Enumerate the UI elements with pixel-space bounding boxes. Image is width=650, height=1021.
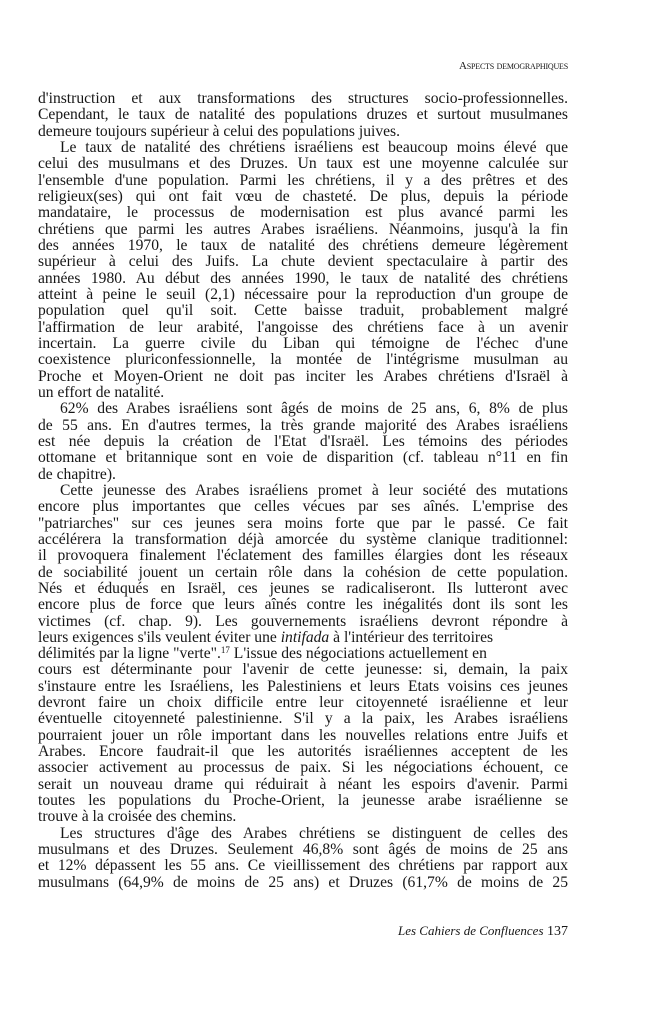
text-line: accélérera la transformation déjà amorcée du système clanique traditionnel: — [38, 530, 568, 548]
italic-term: intifada — [280, 628, 330, 646]
text-line: devront faire un choix difficile entre leur citoyenneté israélienne et leur — [38, 694, 568, 712]
body-text — [38, 91, 568, 891]
text-line: associer activement au processus de paix. Si les négociations échouent, ce — [38, 759, 568, 777]
text-segment: à l'intérieur des territoires — [329, 628, 494, 646]
text-line: Les structures d'âge des Arabes chrétiens se distinguent de celles des — [60, 824, 568, 842]
text-line: éventuelle citoyenneté palestinienne. S'il y a la paix, les Arabes israéliens — [38, 710, 568, 728]
text-segment: délimités par la ligne "verte". — [38, 645, 221, 663]
text-line: il provoquera finalement l'éclatement des familles élargies dont les réseaux — [38, 547, 568, 565]
text-segment: leurs exigences s'ils veulent éviter une — [38, 628, 281, 646]
text-line: Proche et Moyen-Orient ne doit pas inciter les Arabes chrétiens d'Israël à — [38, 367, 568, 385]
text-line: années 1980. Au début des années 1990, le taux de natalité des chrétiens — [38, 269, 568, 287]
text-line: Nés et éduqués en Israël, ces jeunes se radicaliseront. Ils lutteront avec — [38, 579, 568, 597]
text-line: musulmans (64,9% de moins de 25 ans) et Druzes (61,7% de moins de 25 — [38, 873, 568, 891]
text-line: religieux(ses) qui ont fait vœu de chasteté. De plus, depuis la période — [38, 187, 568, 205]
text-line: l'ensemble d'une population. Parmi les chrétiens, il y a des prêtres et des — [38, 171, 568, 189]
text-line: des années 1970, le taux de natalité des chrétiens demeure légèrement — [38, 236, 568, 254]
text-line: coexistence pluriconfessionnelle, la montée de l'intégrisme musulman au — [38, 351, 568, 369]
running-header: Aspects demographiques — [459, 60, 568, 72]
text-line: Cependant, le taux de natalité des populations druzes et surtout musulmanes — [38, 106, 568, 124]
text-line: encore plus de force que leurs aînés contre les inégalités dont ils sont les — [38, 596, 568, 614]
footnote-ref: 17 — [220, 645, 230, 656]
text-line: victimes (cf. chap. 9). Les gouvernements israéliens devront répondre à — [38, 612, 568, 630]
text-line: demeure toujours supérieur à celui des populations juives. — [38, 122, 401, 140]
text-line: incertain. La guerre civile du Liban qui témoigne de l'échec d'une — [38, 334, 568, 352]
paragraph — [38, 91, 568, 140]
text-line: d'instruction et aux transformations des structures socio-professionnelles. — [38, 90, 568, 107]
text-line — [38, 646, 568, 662]
paragraph — [38, 140, 568, 401]
text-line: encore plus importantes que celles vécues par ses aînés. L'emprise des — [38, 498, 568, 516]
text-line: pourraient jouer un rôle important dans les nouvelles relations entre Juifs et — [38, 726, 568, 744]
journal-title: Les Cahiers de Confluences — [397, 923, 544, 938]
text-line: Arabes. Encore faudrait-il que les autorités israéliennes acceptent de les — [38, 743, 568, 761]
text-line: Cette jeunesse des Arabes israéliens promet à leur société des mutations — [60, 481, 568, 499]
text-line: population quel qu'il soit. Cette baisse traduit, probablement malgré — [38, 302, 568, 320]
page-footer — [398, 923, 568, 940]
text-line: serait un nouveau drame qui réduirait à néant les espoirs d'avenir. Parmi — [38, 775, 568, 793]
text-line: toutes les populations du Proche-Orient, la jeunesse arabe israélienne se — [38, 792, 568, 810]
text-line: de chapitre). — [38, 465, 116, 483]
text-line: cours est déterminante pour l'avenir de cette jeunesse: si, demain, la paix — [38, 661, 568, 679]
text-line: musulmans et des Druzes. Seulement 46,8% sont âgés de moins de 25 ans — [38, 841, 568, 859]
text-line: et 12% dépassent les 55 ans. Ce vieillissement des chrétiens par rapport aux — [38, 857, 568, 875]
page-number: 137 — [547, 924, 568, 939]
text-line: chrétiens que parmi les autres Arabes israéliens. Néanmoins, jusqu'à la fin — [38, 220, 568, 238]
text-line: 62% des Arabes israéliens sont âgés de moins de 25 ans, 6, 8% de plus — [60, 400, 568, 418]
text-line: supérieur à celui des Juifs. La chute devient spectaculaire à partir des — [38, 253, 568, 271]
text-line: de sociabilité jouent un certain rôle dans la cohésion de cette population. — [38, 563, 568, 581]
text-line: Le taux de natalité des chrétiens israéliens est beaucoup moins élevé que — [60, 138, 568, 156]
text-line: ottomane et britannique sont en voie de disparition (cf. tableau n°11 en fin — [38, 449, 568, 467]
text-line — [38, 630, 568, 646]
text-line: s'instaure entre les Israéliens, les Palestiniens et leurs Etats voisins ces jeunes — [38, 677, 568, 695]
text-line: "patriarches" sur ces jeunes sera moins forte que par le passé. Ce fait — [38, 514, 568, 532]
paragraph — [38, 483, 568, 826]
text-line: est née depuis la création de l'Etat d'Israël. Les témoins des périodes — [38, 432, 568, 450]
text-line: de 55 ans. En d'autres termes, la très grande majorité des Arabes israéliens — [38, 416, 568, 434]
text-line: celui des musulmans et des Druzes. Un taux est une moyenne calculée sur — [38, 155, 568, 173]
paragraph — [38, 826, 568, 891]
text-line: trouve à la croisée des chemins. — [38, 808, 237, 826]
paragraph — [38, 401, 568, 483]
text-line: atteint à peine le seuil (2,1) nécessaire pour la reproduction d'un groupe de — [38, 285, 568, 303]
text-line: l'affirmation de leur arabité, l'angoisse des chrétiens face à un avenir — [38, 318, 568, 336]
text-line: mandataire, le processus de modernisation est plus avancé parmi les — [38, 204, 568, 222]
text-line: un effort de natalité. — [38, 383, 165, 401]
text-segment: L'issue des négociations actuellement en — [229, 645, 487, 663]
